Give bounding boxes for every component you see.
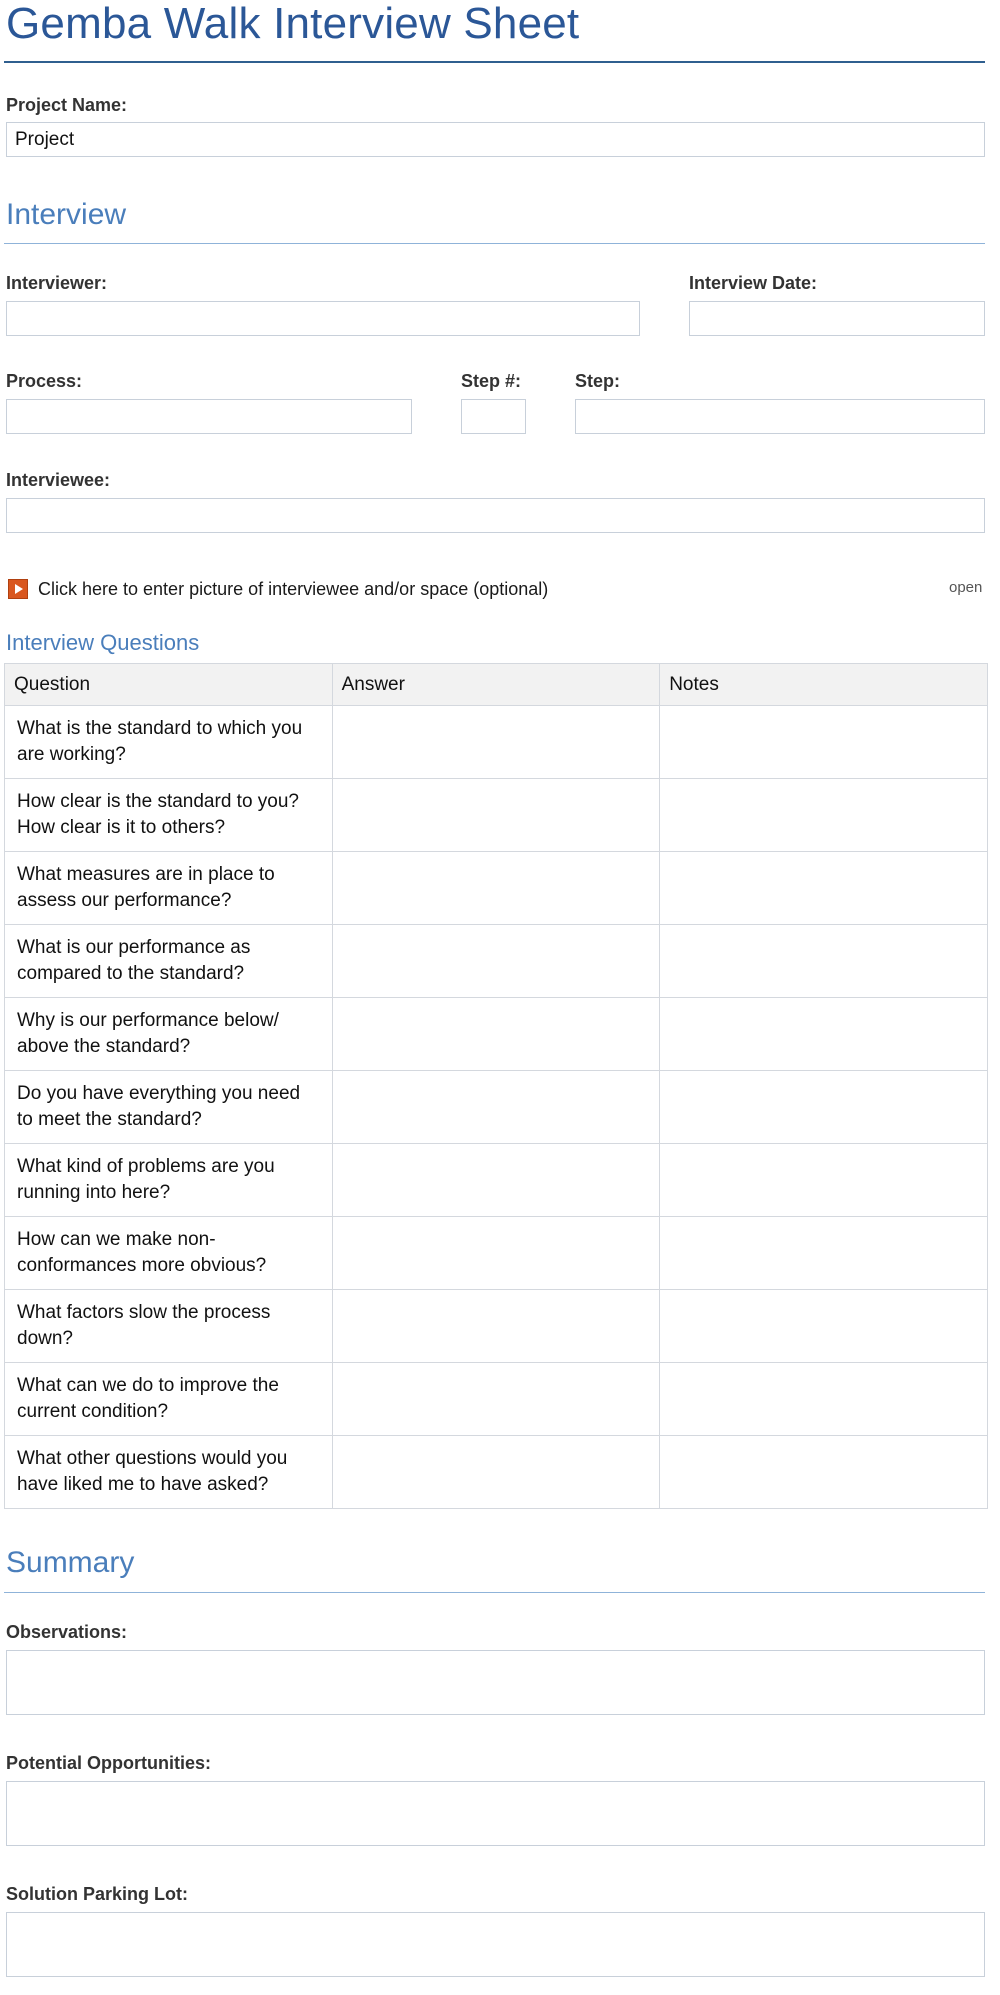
answer-cell[interactable]	[332, 1290, 660, 1363]
step-label: Step:	[575, 371, 620, 391]
question-cell: What measures are in place to assess our performance?	[5, 852, 333, 925]
interview-date-label: Interview Date:	[689, 273, 818, 293]
answer-cell[interactable]	[332, 1436, 660, 1509]
column-header-question: Question	[5, 664, 333, 706]
column-header-answer: Answer	[332, 664, 660, 706]
table-row	[5, 1217, 988, 1290]
answer-cell[interactable]	[332, 779, 660, 852]
step-number-field[interactable]	[461, 399, 526, 434]
column-header-notes: Notes	[660, 664, 988, 706]
table-row	[5, 1144, 988, 1217]
table-row	[5, 779, 988, 852]
table-row	[5, 998, 988, 1071]
notes-cell[interactable]	[660, 1071, 988, 1144]
open-link[interactable]: open	[949, 579, 983, 596]
question-cell: What other questions would you have liked me to have asked?	[5, 1436, 333, 1509]
notes-cell[interactable]	[660, 1290, 988, 1363]
answer-cell[interactable]	[332, 1363, 660, 1436]
answer-cell[interactable]	[332, 706, 660, 779]
notes-cell[interactable]	[660, 706, 988, 779]
question-cell: How can we make non-conformances more obvious?	[5, 1217, 333, 1290]
project-name-label: Project Name:	[6, 95, 128, 115]
interview-questions-heading: Interview Questions	[6, 630, 200, 655]
question-cell: What is the standard to which you are working?	[5, 706, 333, 779]
interviewee-label: Interviewee:	[6, 470, 111, 490]
table-row	[5, 706, 988, 779]
answer-cell[interactable]	[332, 1217, 660, 1290]
notes-cell[interactable]	[660, 925, 988, 998]
notes-cell[interactable]	[660, 852, 988, 925]
observations-field[interactable]	[6, 1650, 985, 1715]
title-divider	[4, 61, 985, 63]
question-cell: Why is our performance below/ above the standard?	[5, 998, 333, 1071]
play-arrow-icon[interactable]	[8, 579, 28, 599]
notes-cell[interactable]	[660, 1217, 988, 1290]
question-cell: What factors slow the process down?	[5, 1290, 333, 1363]
interviewee-field[interactable]	[6, 498, 985, 533]
table-row	[5, 852, 988, 925]
process-field[interactable]	[6, 399, 412, 434]
interviewer-label: Interviewer:	[6, 273, 108, 293]
question-cell: Do you have everything you need to meet the standard?	[5, 1071, 333, 1144]
process-label: Process:	[6, 371, 83, 391]
notes-cell[interactable]	[660, 779, 988, 852]
table-row	[5, 1290, 988, 1363]
table-row	[5, 1071, 988, 1144]
interview-divider	[4, 243, 985, 244]
question-cell: How clear is the standard to you? How clear is it to others?	[5, 779, 333, 852]
solution-parking-lot-field[interactable]	[6, 1912, 985, 1977]
picture-prompt-text[interactable]: Click here to enter picture of interviewee and/or space (optional)	[38, 578, 549, 599]
table-row	[5, 1436, 988, 1509]
interview-heading: Interview	[6, 198, 127, 231]
potential-opportunities-label: Potential Opportunities:	[6, 1753, 211, 1773]
picture-prompt-row[interactable]	[8, 576, 548, 602]
answer-cell[interactable]	[332, 852, 660, 925]
interview-date-field[interactable]	[689, 301, 985, 336]
answer-cell[interactable]	[332, 1071, 660, 1144]
observations-label: Observations:	[6, 1622, 128, 1642]
table-row	[5, 925, 988, 998]
question-cell: What is our performance as compared to the standard?	[5, 925, 333, 998]
answer-cell[interactable]	[332, 998, 660, 1071]
notes-cell[interactable]	[660, 1436, 988, 1509]
notes-cell[interactable]	[660, 1144, 988, 1217]
table-row	[5, 1363, 988, 1436]
notes-cell[interactable]	[660, 1363, 988, 1436]
solution-parking-lot-label: Solution Parking Lot:	[6, 1884, 188, 1904]
step-number-label: Step #:	[461, 371, 522, 391]
page-title: Gemba Walk Interview Sheet	[6, 0, 580, 48]
summary-divider	[4, 1592, 985, 1593]
potential-opportunities-field[interactable]	[6, 1781, 985, 1846]
table-header-row	[5, 664, 988, 706]
notes-cell[interactable]	[660, 998, 988, 1071]
answer-cell[interactable]	[332, 925, 660, 998]
interviewer-field[interactable]	[6, 301, 640, 336]
answer-cell[interactable]	[332, 1144, 660, 1217]
step-field[interactable]	[575, 399, 985, 434]
project-name-field[interactable]: Project	[6, 122, 985, 157]
question-cell: What kind of problems are you running into here?	[5, 1144, 333, 1217]
question-cell: What can we do to improve the current condition?	[5, 1363, 333, 1436]
questions-table	[4, 663, 988, 1509]
summary-heading: Summary	[6, 1546, 135, 1579]
